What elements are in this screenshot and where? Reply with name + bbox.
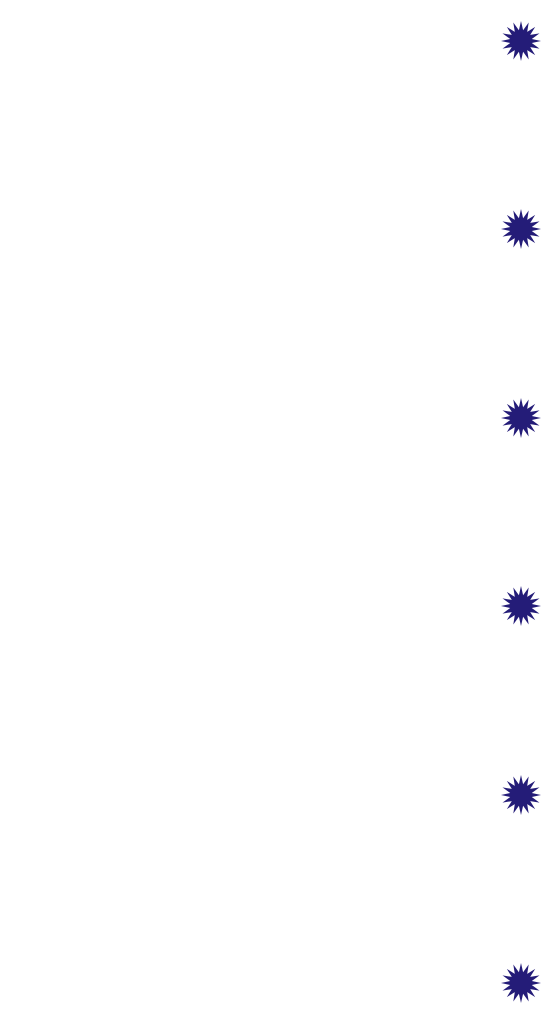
star-burst-icon (500, 962, 542, 1004)
star-burst-icon (500, 585, 542, 627)
promise-item (14, 395, 542, 439)
star-burst-icon (500, 397, 542, 439)
promise-item (14, 772, 542, 816)
promise-item (14, 960, 542, 1004)
promise-item (14, 18, 542, 62)
promise-item (14, 583, 542, 627)
star-burst-icon (500, 774, 542, 816)
promise-item (14, 206, 542, 250)
star-burst-icon (500, 20, 542, 62)
star-burst-icon (500, 208, 542, 250)
